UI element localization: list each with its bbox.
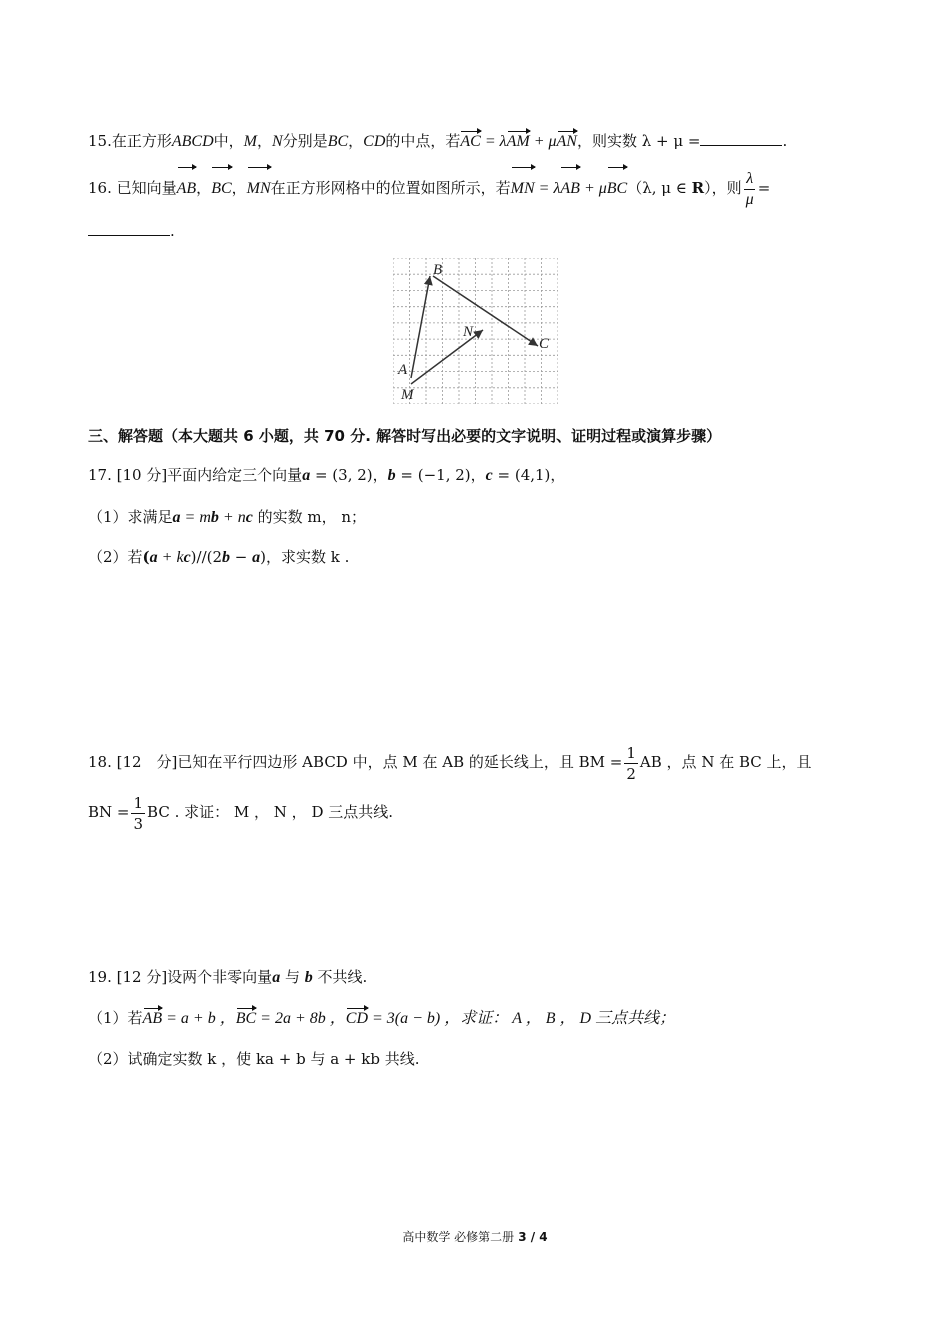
page-number: 3 / 4 xyxy=(518,1230,548,1244)
vector-BC: BC xyxy=(211,167,231,211)
q19-header: 19. [12 分]设两个非零向量a 与 b 不共线. xyxy=(88,968,368,986)
q16-line: 16. 已知向量AB，BC，MN在正方形网格中的位置如图所示，若MN = λAB + μBC（λ, μ ∈ R），则 $\frac{\lambda}{\mu}$ = xyxy=(88,166,770,211)
fraction-half: $\frac{1}{2}$ xyxy=(626,743,636,783)
vector-CD: CD xyxy=(346,1008,368,1030)
vector-AB: AB xyxy=(143,1008,163,1030)
q15-line: 15.在正方形ABCD中，M，N分别是BC，CD的中点，若AC = λAM + μAN，则实数 λ + μ = . xyxy=(88,130,787,153)
q19-part2: （2）试确定实数 k ，使 ka + b 与 a + kb 共线. xyxy=(88,1050,420,1068)
label-A: A xyxy=(398,362,408,378)
q19-part1: （1）若AB = a + b ，BC = 2a + 8b ，CD = 3(a − b) ，求证： A ， B ， D 三点共线； xyxy=(88,1007,675,1030)
grid xyxy=(393,258,558,404)
answer-blank-16 xyxy=(88,221,170,236)
vector-AB: AB xyxy=(177,167,197,211)
page-footer: 高中数学 必修第二册 3 / 4 xyxy=(402,1230,548,1244)
label-M: M xyxy=(401,387,414,403)
vector-MN: MN xyxy=(247,167,271,211)
label-B: B xyxy=(433,262,443,278)
vector-grid-figure xyxy=(393,258,558,404)
q17-header: 17. [10 分]平面内给定三个向量a = (3, 2)，b = (−1, 2)，c = (4,1)， xyxy=(88,466,566,484)
q18-line1: 18. [12 分]已知在平行四边形 ABCD 中，点 M 在 AB 的延长线上，且 BM = $\frac{1}{2}$ AB ，点 N 在 BC 上，且 xyxy=(88,743,812,783)
q18-line2: BN = $\frac{1}{3}$ BC . 求证： M ， N ， D 三点共线. xyxy=(88,793,394,833)
lambda-over-mu: $\frac{\lambda}{\mu}$ xyxy=(745,169,754,208)
answer-blank-15 xyxy=(700,131,782,146)
q16-answer-line: . xyxy=(88,220,175,242)
section-title: 三、解答题（本大题共 6 小题，共 70 分. 解答时写出必要的文字说明、证明过程或演算步骤） xyxy=(88,427,722,445)
label-C: C xyxy=(539,336,550,352)
vector-AB-arrow xyxy=(411,276,430,378)
vector-AM: AM xyxy=(507,131,530,153)
vector-BC: BC xyxy=(236,1008,256,1030)
vector-AN: AN xyxy=(557,131,577,153)
q17-part2: （2）若(a + kc)//(2b − a)，求实数 k . xyxy=(88,548,350,566)
label-N: N xyxy=(463,324,474,340)
fraction-third: $\frac{1}{3}$ xyxy=(133,793,144,833)
vector-AC: AC xyxy=(460,131,480,153)
vector-BC-arrow xyxy=(433,276,538,346)
q17-part1: （1）求满足a = mb + nc 的实数 m， n； xyxy=(88,508,367,526)
